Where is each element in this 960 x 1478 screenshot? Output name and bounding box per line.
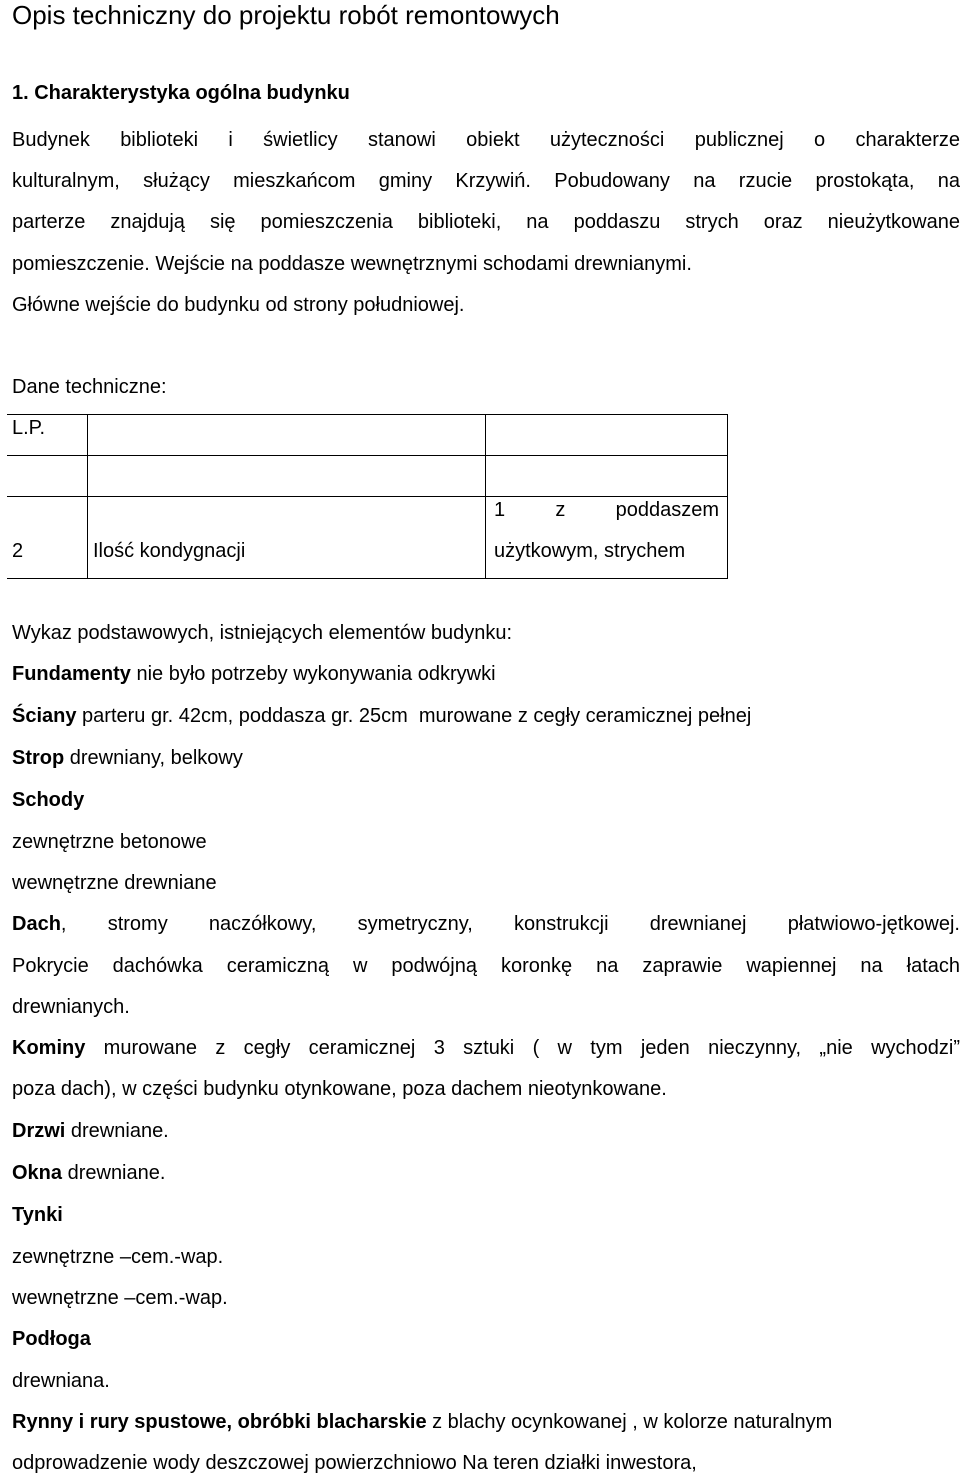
- podloga-text: drewniana.: [12, 1370, 110, 1392]
- table-row-value-line1: 1 z poddaszem: [494, 499, 719, 521]
- drzwi-line: Drzwi drewniane.: [12, 1120, 169, 1142]
- strop-line: Strop drewniany, belkowy: [12, 747, 243, 769]
- okna-line: Okna drewniane.: [12, 1162, 166, 1184]
- table-header-lp: L.P.: [12, 417, 45, 439]
- intro-line-4: pomieszczenie. Wejście na poddasze wewnętrznymi schodami drewnianymi.: [12, 253, 692, 275]
- schody-internal: wewnętrzne drewniane: [12, 872, 217, 894]
- kominy-line-1: Kominy murowane z cegły ceramicznej 3 sztuki ( w tym jeden nieczynny, „nie wychodzi”: [12, 1037, 960, 1059]
- intro-line-1: Budynek biblioteki i świetlicy stanowi obiekt użyteczności publicznej o charakterze: [12, 129, 960, 151]
- section-heading: 1. Charakterystyka ogólna budynku: [12, 82, 350, 104]
- intro-line-2: kulturalnym, służący mieszkańcom gminy Krzywiń. Pobudowany na rzucie prostokąta, na: [12, 170, 960, 192]
- tech-data-heading: Dane techniczne:: [12, 376, 167, 398]
- tynki-heading: Tynki: [12, 1204, 63, 1226]
- schody-heading: Schody: [12, 789, 85, 811]
- schody-external: zewnętrzne betonowe: [12, 831, 207, 853]
- podloga-heading: Podłoga: [12, 1328, 91, 1350]
- fundamenty-line: Fundamenty nie było potrzeby wykonywania odkrywki: [12, 663, 496, 685]
- intro-line-5: Główne wejście do budynku od strony południowej.: [12, 294, 465, 316]
- elements-heading: Wykaz podstawowych, istniejących elementów budynku:: [12, 622, 513, 644]
- dach-line: Dach, stromy naczółkowy, symetryczny, konstrukcji drewnianej płatwiowo-jętkowej.: [12, 913, 960, 935]
- document-title: Opis techniczny do projektu robót remontowych: [12, 0, 560, 30]
- table-row-label: Ilość kondygnacji: [93, 540, 246, 562]
- rynny-line: Rynny i rury spustowe, obróbki blacharskie z blachy ocynkowanej , w kolorze naturalnym: [12, 1411, 833, 1433]
- sciany-line: Ściany parteru gr. 42cm, poddasza gr. 25cm murowane z cegły ceramicznej pełnej: [12, 705, 752, 727]
- table-row-value-line2: użytkowym, strychem: [494, 540, 686, 562]
- pokrycie-line-2: drewnianych.: [12, 996, 130, 1018]
- tynki-internal: wewnętrzne –cem.-wap.: [12, 1287, 228, 1309]
- pokrycie-line-1: Pokrycie dachówka ceramiczną w podwójną koronkę na zaprawie wapiennej na łatach: [12, 955, 960, 977]
- odprowadzenie-line: odprowadzenie wody deszczowej powierzchniowo Na teren działki inwestora,: [12, 1452, 697, 1474]
- tynki-external: zewnętrzne –cem.-wap.: [12, 1246, 224, 1268]
- kominy-line-2: poza dach), w części budynku otynkowane, poza dachem nieotynkowane.: [12, 1078, 667, 1100]
- intro-line-3: parterze znajdują się pomieszczenia biblioteki, na poddaszu strych oraz nieużytkowane: [12, 211, 960, 233]
- table-row-number: 2: [12, 540, 24, 562]
